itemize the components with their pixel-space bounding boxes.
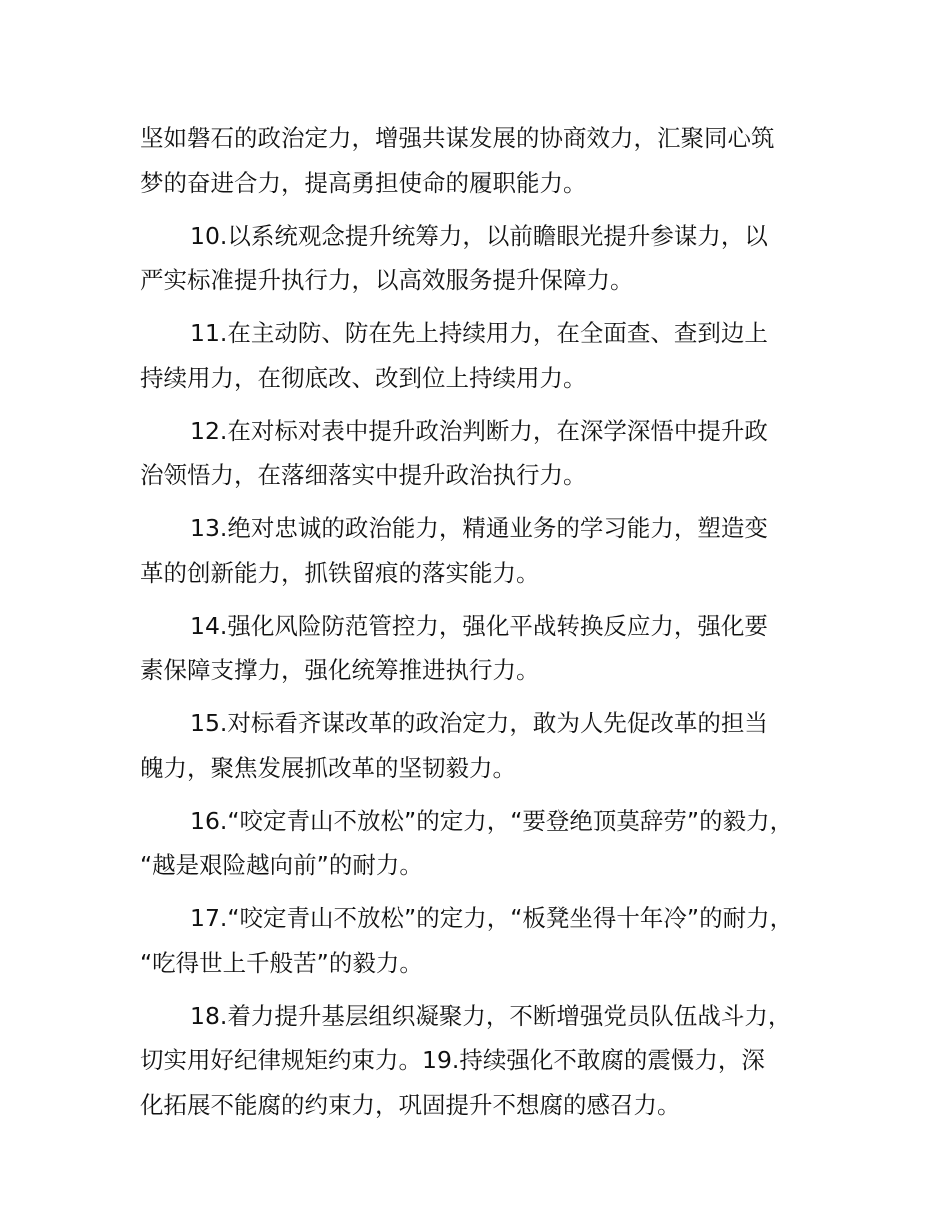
paragraph (140, 994, 840, 1128)
paragraph (140, 214, 840, 303)
text-line: 魄力，聚焦发展抓改革的坚韧毅力。 (140, 753, 516, 782)
text-line: 坚如磐石的政治定力，增强共谋发展的协商效力，汇聚同心筑 (140, 124, 775, 152)
document-page (140, 116, 840, 1136)
text-line: “吃得世上千般苦”的毅力。 (140, 948, 423, 977)
text-line: 18.着力提升基层组织凝聚力，不断增强党员队伍战斗力， (190, 1001, 792, 1030)
text-line: 革的创新能力，抓铁留痕的落实能力。 (140, 558, 540, 587)
text-line: 17.“咬定青山不放松”的定力，“板凳坐得十年冷”的耐力， (190, 904, 794, 932)
text-line: 严实标准提升执行力，以高效服务提升保障力。 (140, 266, 634, 294)
text-line: 切实用好纪律规矩约束力。19.持续强化不敢腐的震慑力，深 (140, 1046, 765, 1074)
text-line: “越是艰险越向前”的耐力。 (140, 851, 423, 879)
text-line: 10.以系统观念提升统筹力，以前瞻眼光提升参谋力，以 (190, 221, 768, 250)
paragraph (140, 116, 840, 205)
paragraph (140, 506, 840, 595)
paragraph (140, 311, 840, 400)
paragraph (140, 409, 840, 498)
text-line: 15.对标看齐谋改革的政治定力，敢为人先促改革的担当 (190, 709, 768, 737)
text-line: 治领悟力，在落细落实中提升政治执行力。 (140, 461, 587, 489)
text-line: 12.在对标对表中提升政治判断力，在深学深悟中提升政 (190, 416, 768, 445)
text-line: 梦的奋进合力，提高勇担使命的履职能力。 (140, 168, 587, 197)
text-line: 13.绝对忠诚的政治能力，精通业务的学习能力，塑造变 (190, 514, 768, 542)
paragraph (140, 604, 840, 693)
text-line: 素保障支撑力，强化统筹推进执行力。 (140, 656, 540, 684)
text-line: 14.强化风险防范管控力，强化平战转换反应力，强化要 (190, 611, 768, 640)
text-line: 16.“咬定青山不放松”的定力，“要登绝顶莫辞劳”的毅力， (190, 806, 794, 835)
text-line: 11.在主动防、防在先上持续用力，在全面查、查到边上 (190, 319, 768, 347)
paragraph (140, 896, 840, 985)
text-line: 持续用力，在彻底改、改到位上持续用力。 (140, 363, 587, 392)
paragraph (140, 701, 840, 790)
paragraph (140, 799, 840, 888)
text-line: 化拓展不能腐的约束力，巩固提升不想腐的感召力。 (140, 1090, 681, 1119)
